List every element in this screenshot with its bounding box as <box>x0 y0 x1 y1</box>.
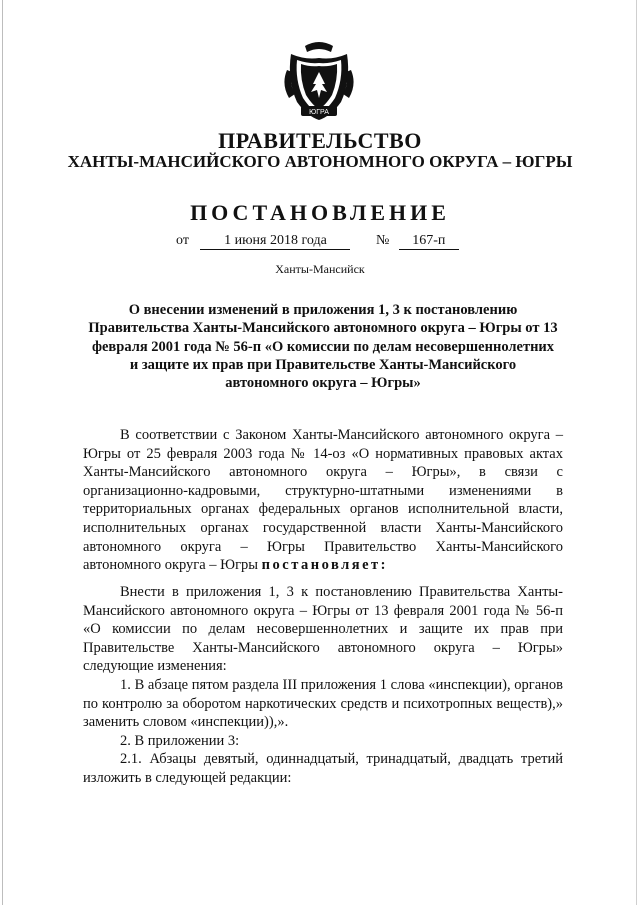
preamble-text: В соответствии с Законом Ханты-Мансийского автономного округа – Югры от 25 февраля 2003 года № 14-оз «О нормативных правовых актах Ханты-Мансийского автономного округа – Югры», в связи с организационно-кадровыми, структурно-штатными изменениями в территориальных органах федеральных органов исполнительной власти, исполнительных органах государственной власти Ханты-Мансийского автономного округа – Югры Правительство Ханты-Мансийского автономного округа – Югры <box>83 427 563 574</box>
ugra-coat-of-arms-icon <box>283 40 355 122</box>
government-subtitle: ХАНТЫ-МАНСИЙСКОГО АВТОНОМНОГО ОКРУГА – ЮГРЫ <box>67 152 573 171</box>
city: Ханты-Мансийск <box>275 262 365 276</box>
document-type: ПОСТАНОВЛЕНИЕ <box>190 200 450 225</box>
paragraph-intro: Внести в приложения 1, 3 к постановлению Правительства Ханты-Мансийского автономного округа – Югры от 13 февраля 2001 года № 56-п «О комиссии по делам несовершеннолетних и защите их прав при Правительстве Ханты-Мансийского автономного округа – Югры» следующие изменения: <box>83 584 563 675</box>
document-date: 1 июня 2018 года <box>200 233 350 250</box>
emblem-text: ЮГРА <box>309 109 329 116</box>
paragraph-item-2: 2. В приложении 3: <box>120 732 240 749</box>
document-number: 167-п <box>399 233 459 250</box>
paragraph-item-2-1: 2.1. Абзацы девятый, одиннадцатый, тринадцатый, двадцать третий изложить в следующей редакции: <box>83 751 563 786</box>
number-prefix: № <box>375 233 390 248</box>
paragraph-item-1: 1. В абзаце пятом раздела III приложения 1 слова «инспекции), органов по контролю за оборотом наркотических средств и психотропных веществ),» заменить словом «инспекции)),». <box>83 676 563 731</box>
preamble <box>83 426 563 575</box>
resolves-colon: : <box>380 557 386 574</box>
resolution-body <box>83 583 563 788</box>
resolves-word: постановляет <box>261 557 381 574</box>
date-number-line <box>176 233 459 250</box>
document-heading: О внесении изменений в приложения 1, 3 к постановлению Правительства Ханты-Мансийского автономного округа – Югры от 13 февраля 2001 года № 56-п «О комиссии по делам несовершеннолетних и защите их прав при Правительстве Ханты-Мансийского автономного округа – Югры» <box>88 302 558 392</box>
government-title: ПРАВИТЕЛЬСТВО <box>218 128 422 153</box>
date-prefix: от <box>176 233 189 248</box>
